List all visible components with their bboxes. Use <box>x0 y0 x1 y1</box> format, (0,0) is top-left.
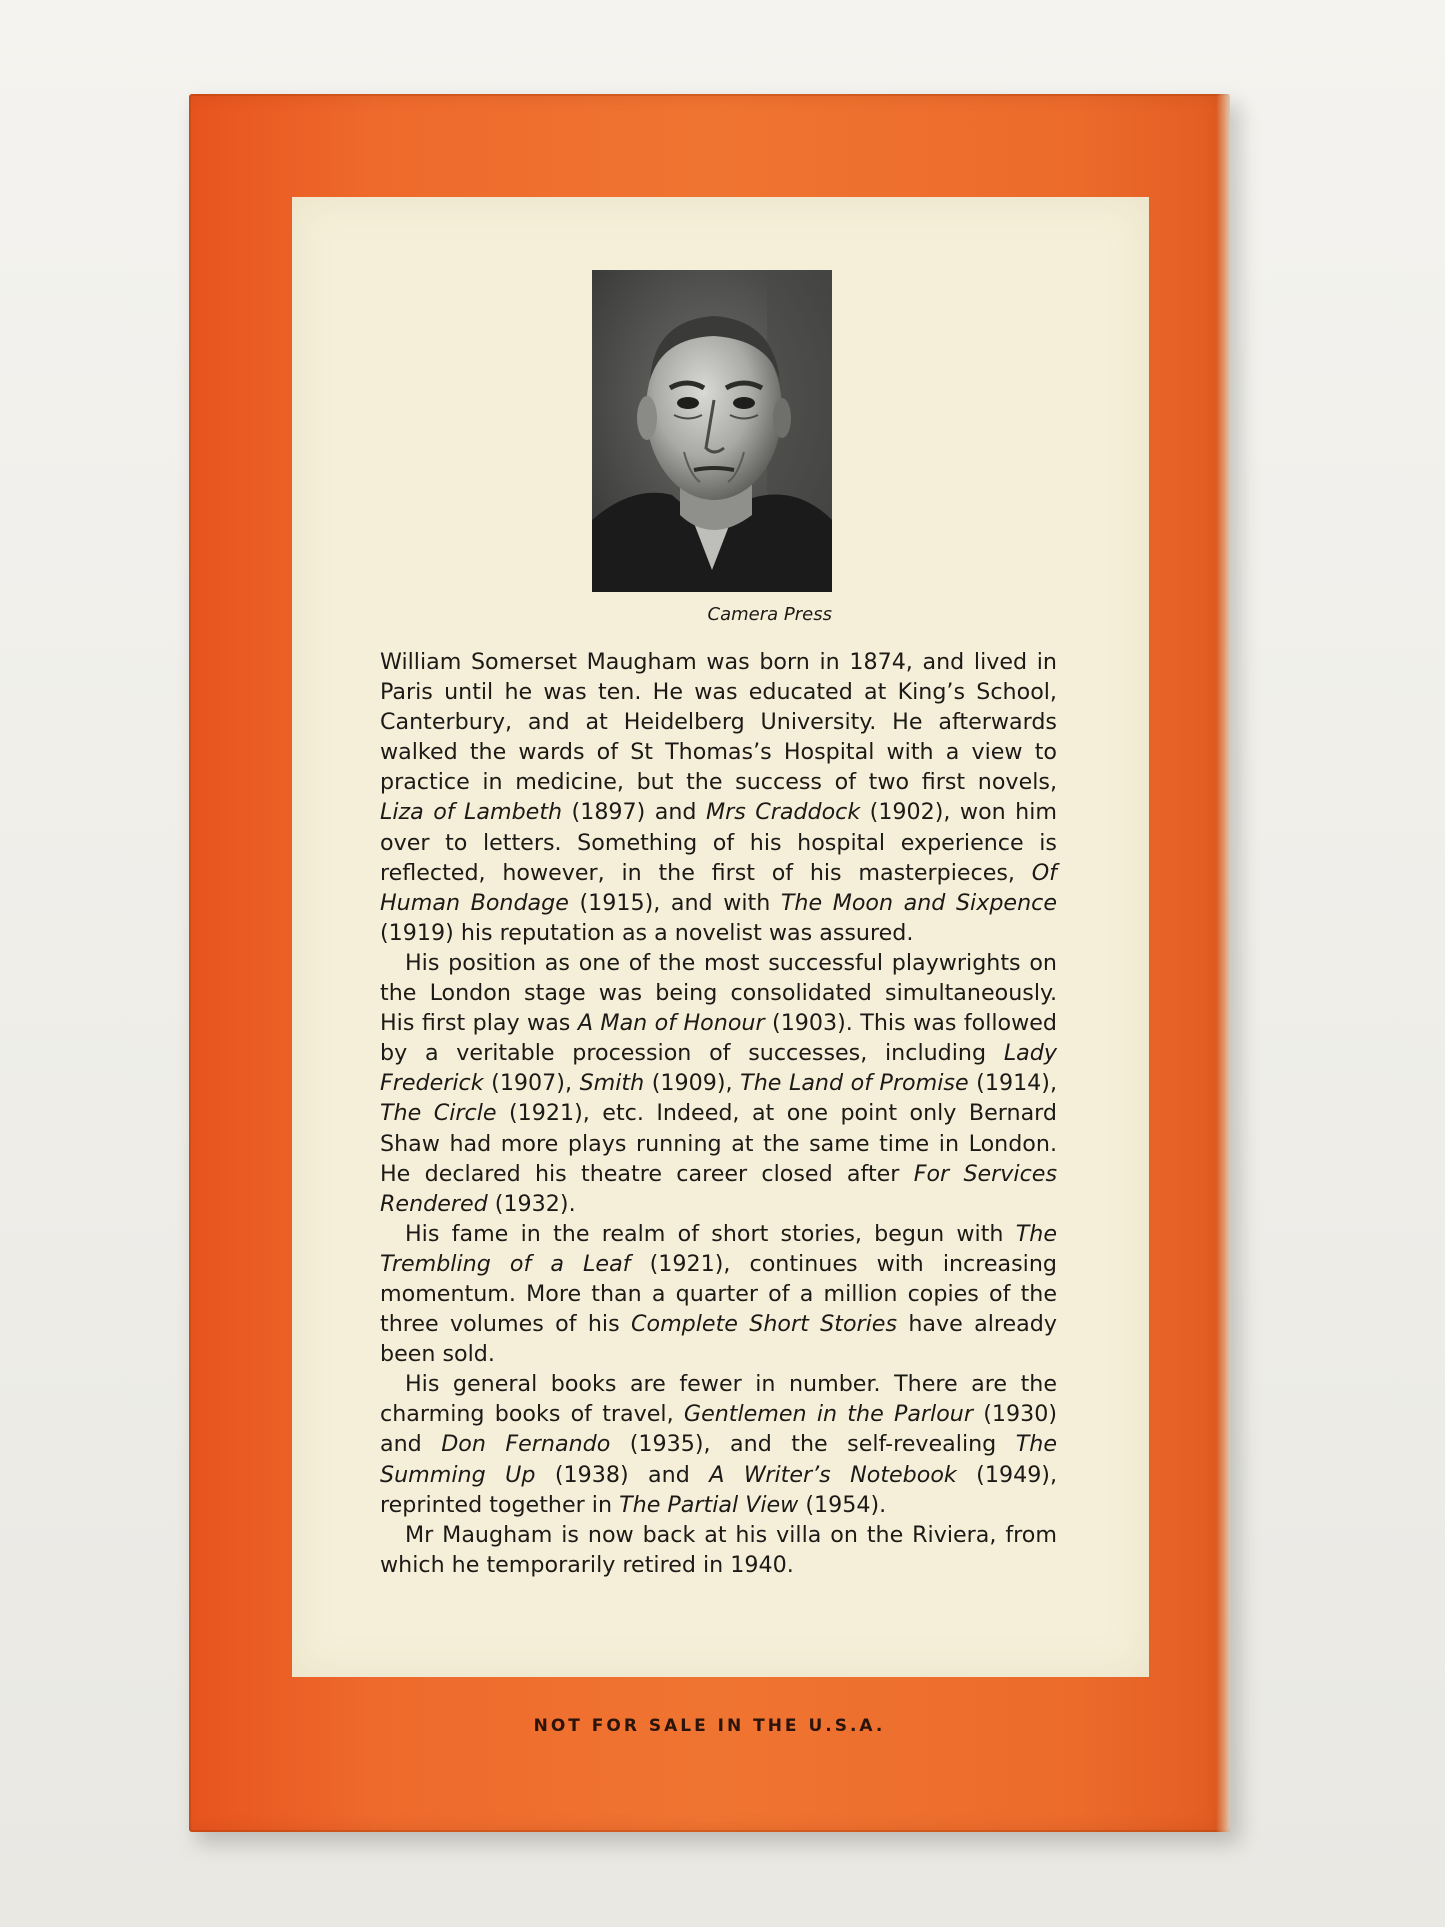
author-biography <box>380 647 1057 1580</box>
book-title: Of Human Bondage <box>380 859 1057 916</box>
bio-paragraph-1: William Somerset Maugham was born in 1874, and lived in Paris until he was ten. He was educated at King’s School, Canterbury, and at Heidelberg University. He afterwards walked the wards of St Thomas’s Hospital with a view to practice in medicine, but the success of two first novels, Liza of Lambeth (1897) and Mrs Craddock (1902), won him over to letters. Something of his hospital experience is reflected, however, in the first of his masterpieces, Of Human Bondage (1915), and with The Moon and Sixpence (1919) his reputation as a novelist was assured. <box>380 649 1057 946</box>
book-title: Don Fernando <box>441 1431 611 1458</box>
book-title: A Man of Honour <box>577 1010 765 1037</box>
portrait-photo-icon <box>592 270 832 592</box>
bio-paragraph-3: His fame in the realm of short stories, begun with The Trembling of a Leaf (1921), continues with increasing momentum. More than a quarter of a million copies of the three volumes of his Complete Short Stories have already been sold. <box>380 1220 1057 1368</box>
book-title: A Writer’s Notebook <box>709 1461 957 1488</box>
book-back-cover <box>189 94 1230 1832</box>
book-title: The Circle <box>380 1100 497 1127</box>
bio-paragraph-5: Mr Maugham is now back at his villa on the Riviera, from which he temporarily retired in 1940. <box>380 1521 1057 1578</box>
book-title: Mrs Craddock <box>705 799 861 826</box>
book-title: For Services Rendered <box>380 1160 1057 1217</box>
book-title: The Partial View <box>619 1491 799 1518</box>
book-title: The Moon and Sixpence <box>780 889 1057 916</box>
book-title: Complete Short Stories <box>631 1311 898 1338</box>
cream-text-panel <box>292 197 1149 1677</box>
sale-restriction-notice: NOT FOR SALE IN THE U.S.A. <box>533 1716 886 1736</box>
book-title: The Summing Up <box>380 1431 1057 1488</box>
bio-paragraph-4: His general books are fewer in number. There are the charming books of travel, Gentlemen in the Parlour (1930) and Don Fernando (1935), and the self-revealing The Summing Up (1938) and A Writer’s Notebook (1949), reprinted together in The Partial View (1954). <box>380 1371 1058 1518</box>
bio-paragraph-2: His position as one of the most successful playwrights on the London stage was being consolidated simultaneously. His first play was A Man of Honour (1903). This was followed by a veritable procession of successes, including Lady Frederick (1907), Smith (1909), The Land of Promise (1914), The Circle (1921), etc. Indeed, at one point only Bernard Shaw had more plays running at the same time in London. He declared his theatre career closed after For Services Rendered (1932). <box>380 949 1058 1217</box>
book-title: The Land of Promise <box>740 1070 969 1097</box>
author-portrait <box>592 270 832 592</box>
book-title: Lady Frederick <box>380 1040 1057 1097</box>
cover-page-edge <box>1216 94 1230 1832</box>
book-title: Liza of Lambeth <box>380 799 563 826</box>
photo-credit: Camera Press <box>707 604 832 625</box>
book-title: The Trembling of a Leaf <box>380 1220 1057 1277</box>
book-title: Gentlemen in the Parlour <box>683 1401 973 1428</box>
book-title: Smith <box>579 1070 645 1097</box>
